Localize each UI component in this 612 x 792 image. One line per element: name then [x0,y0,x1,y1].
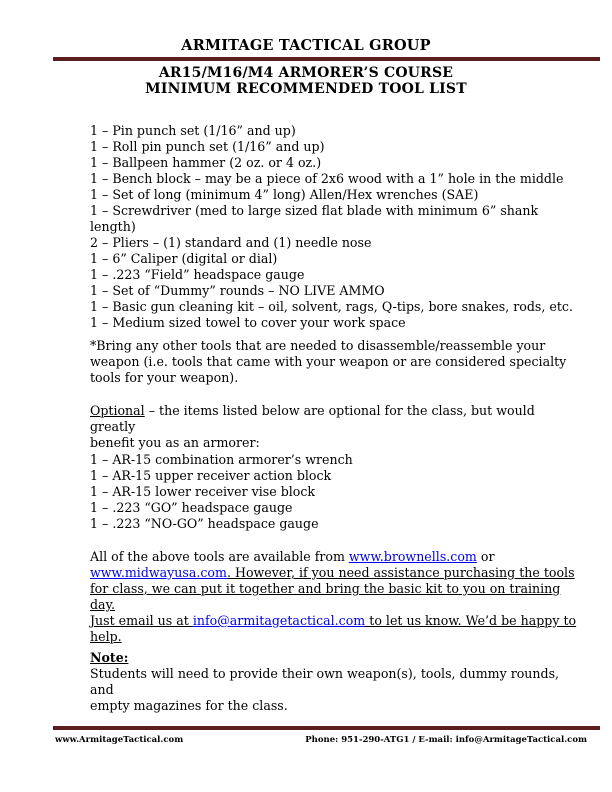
list-title: MINIMUM RECOMMENDED TOOL LIST [145,81,467,97]
optional-text-line2: benefit you as an armorer: [90,435,260,450]
assistance-text: for class, we can put it together and bring the basic kit to you on training day. [90,581,561,612]
midwayusa-link[interactable]: www.midwayusa.com [90,565,227,580]
tool-item: 1 – Medium sized towel to cover your work space [90,315,406,330]
tool-item: 1 – 6” Caliper (digital or dial) [90,251,278,266]
availability-text: All of the above tools are available from [90,549,349,564]
tool-item: 1 – Bench block – may be a piece of 2x6 wood with a 1” hole in the middle [90,171,564,186]
course-title: AR15/M16/M4 ARMORER’S COURSE [158,65,454,81]
optional-item: 1 – .223 “GO” headspace gauge [90,500,293,515]
students-note [90,650,580,714]
tool-item: 1 – Set of “Dummy” rounds – NO LIVE AMMO [90,283,385,298]
brownells-link[interactable]: www.brownells.com [348,549,477,564]
note-line: empty magazines for the class. [90,698,288,713]
footer-contact: Phone: 951-290-ATG1 / E-mail: info@ArmitageTactical.com [305,735,587,745]
optional-text: – the items listed below are optional for the class, but would greatly [90,403,535,434]
tool-item: 1 – Ballpeen hammer (2 oz. or 4 oz.) [90,155,322,170]
email-link[interactable]: info@armitagetactical.com [192,613,366,628]
note-line: tools for your weapon). [90,370,239,385]
optional-label: Optional [90,403,145,418]
tool-item: 1 – Basic gun cleaning kit – oil, solvent, rags, Q-tips, bore snakes, rods, etc. [90,299,573,314]
optional-item: 1 – AR-15 lower receiver vise block [90,484,316,499]
optional-item: 1 – AR-15 combination armorer’s wrench [90,452,353,467]
tool-item: 2 – Pliers – (1) standard and (1) needle nose [90,235,372,250]
tool-item: 1 – .223 “Field” headspace gauge [90,267,305,282]
note-line: Students will need to provide their own weapon(s), tools, dummy rounds, and [90,666,560,697]
availability-paragraph [90,549,580,645]
header-divider [53,57,600,61]
optional-item: 1 – AR-15 upper receiver action block [90,468,332,483]
assistance-text: to let us know. We’d be happy to [365,613,577,628]
organization-name: ARMITAGE TACTICAL GROUP [181,37,431,54]
note-label: Note: [90,650,129,665]
assistance-text: . However, if you need assistance purchasing the tools [226,565,575,580]
tool-item: 1 – Pin punch set (1/16” and up) [90,123,296,138]
optional-intro [90,403,580,451]
tool-item: 1 – Roll pin punch set (1/16” and up) [90,139,325,154]
availability-text: or [476,549,495,564]
optional-item: 1 – .223 “NO-GO” headspace gauge [90,516,319,531]
required-tool-list [90,123,580,331]
tool-item: 1 – Screwdriver (med to large sized flat blade with minimum 6” shank length) [90,203,539,234]
optional-tool-list [90,452,580,532]
assistance-text: help. [90,629,122,644]
footer-website: www.ArmitageTactical.com [55,735,184,745]
tool-item: 1 – Set of long (minimum 4” long) Allen/Hex wrenches (SAE) [90,187,479,202]
bring-tools-note [90,338,580,386]
note-line: weapon (i.e. tools that came with your weapon or are considered specialty [90,354,567,369]
note-line: *Bring any other tools that are needed to disassemble/reassemble your [90,338,546,353]
footer-divider [53,726,600,730]
assistance-text: Just email us at [90,613,193,628]
